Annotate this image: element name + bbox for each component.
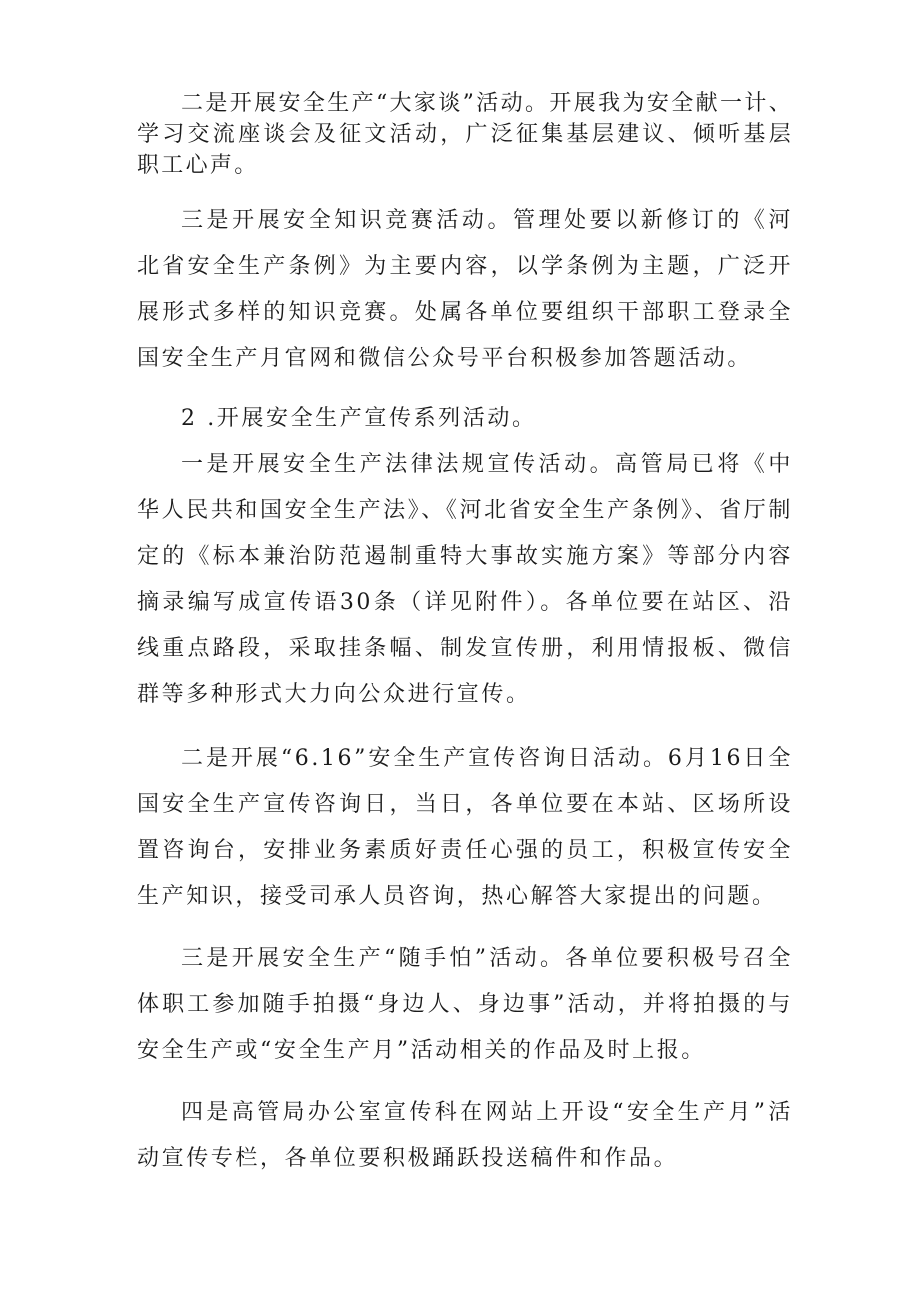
document-page <box>137 88 793 1182</box>
paragraph-website-column: 四是高管局办公室宣传科在网站上开设“安全生产月”活动宣传专栏，各单位要积极踊跃投送稿件和作品。 <box>137 1100 793 1171</box>
paragraph-consultation-day: 二是开展“6.16”安全生产宣传咨询日活动。6月16日全国安全生产宣传咨询日，当日，各单位要在本站、区场所设置咨询台，安排业务素质好责任心强的员工，积极宣传安全生产知识，接受司承人员咨询，热心解答大家提出的问题。 <box>137 746 793 909</box>
paragraph-law-publicity: 一是开展安全生产法律法规宣传活动。高管局已将《中华人民共和国安全生产法》、《河北省安全生产条例》、省厅制定的《标本兼治防范遏制重特大事故实施方案》等部分内容摘录编写成宣传语30条（详见附件）。各单位要在站区、沿线重点路段，采取挂条幅、制发宣传册，利用情报板、微信群等多种形式大力向公众进行宣传。 <box>137 452 793 707</box>
paragraph-photo-activity: 三是开展安全生产“随手怕”活动。各单位要积极号召全体职工参加随手拍摄“身边人、身边事”活动，并将拍摄的与安全生产或“安全生产月”活动相关的作品及时上报。 <box>137 946 793 1063</box>
paragraph-discussion-activity: 二是开展安全生产“大家谈”活动。开展我为安全献一计、学习交流座谈会及征文活动，广泛征集基层建议、倾听基层职工心声。 <box>137 91 793 178</box>
section-heading-publicity-activities: 2 .开展安全生产宣传系列活动。 <box>181 406 537 431</box>
paragraph-knowledge-contest: 三是开展安全知识竞赛活动。管理处要以新修订的《河北省安全生产条例》为主要内容，以学条例为主题，广泛开展形式多样的知识竞赛。处属各单位要组织干部职工登录全国安全生产月官网和微信公众号平台积极参加答题活动。 <box>137 208 793 371</box>
